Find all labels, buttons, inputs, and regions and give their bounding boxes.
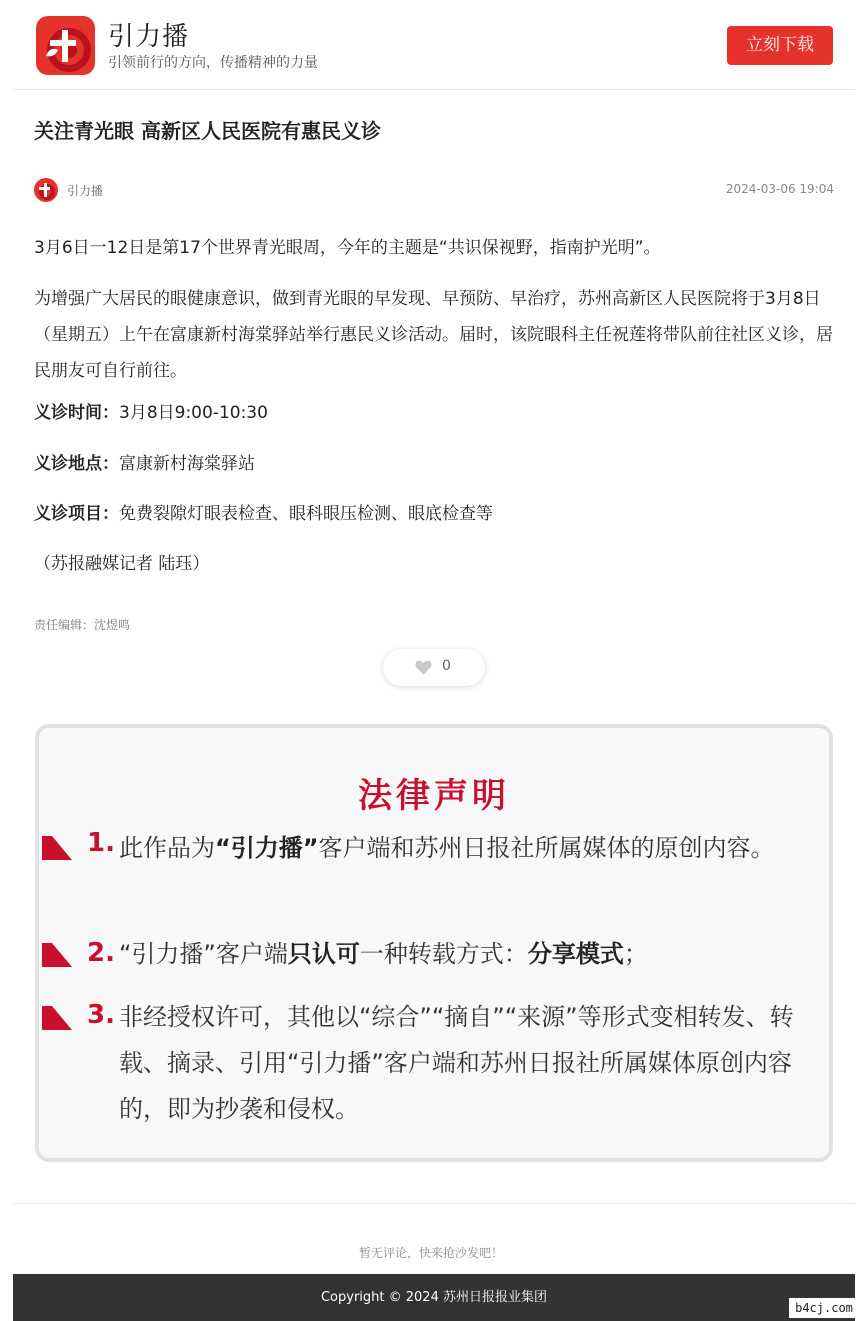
legal-item-1	[119, 825, 809, 871]
legal-item-2-text: “引力播”客户端	[119, 940, 288, 968]
publish-time: 2024-03-06 19:04	[725, 182, 834, 196]
clinic-place-value: 富康新村海棠驿站	[119, 454, 255, 474]
clinic-time-value: 3月8日9:00-10:30	[119, 403, 268, 423]
legal-item-1-text-end: 客户端和苏州日报社所属媒体的原创内容。	[318, 834, 775, 862]
clinic-time-label: 义诊时间：	[34, 403, 119, 423]
legal-item-number: 1.	[87, 828, 115, 858]
author-avatar[interactable]	[34, 178, 58, 202]
like-count: 0	[442, 658, 451, 674]
article-title: 关注青光眼 高新区人民医院有惠民义诊	[34, 119, 381, 143]
app-header	[0, 0, 862, 90]
legal-item-2-end: ；	[623, 940, 648, 968]
reporter-credit: （苏报融媒记者 陆珏）	[34, 554, 210, 574]
legal-item-1-emphasis: “引力播”	[215, 834, 319, 862]
header-divider	[13, 89, 855, 90]
brand-name: 引力播	[108, 22, 190, 52]
comments-divider	[13, 1203, 855, 1204]
legal-item-3: 非经授权许可，其他以“综合”“摘自”“来源”等形式变相转发、转载、摘录、引用“引力播”客户端和苏州日报社所属媒体原创内容的，即为抄袭和侵权。	[119, 1003, 794, 1123]
site-watermark: b4cj.com	[789, 1298, 859, 1318]
clinic-items-value: 免费裂隙灯眼表检查、眼科眼压检测、眼底检查等	[119, 504, 493, 524]
brand-slogan: 引领前行的方向，传播精神的力量	[108, 55, 318, 71]
legal-notice	[35, 724, 833, 1162]
legal-item-2-mode: 分享模式	[527, 940, 624, 968]
article-meta	[34, 177, 834, 203]
legal-item-2-emphasis: 只认可	[287, 940, 360, 968]
clinic-items	[34, 496, 834, 532]
clinic-place	[34, 446, 834, 482]
legal-title: 法律声明	[358, 776, 510, 816]
legal-item-2	[119, 931, 809, 977]
clinic-time	[34, 395, 834, 431]
author-name[interactable]: 引力播	[67, 184, 104, 198]
legal-item-number: 3.	[87, 1000, 115, 1030]
clinic-items-label: 义诊项目：	[34, 504, 119, 524]
editor-credit: 责任编辑：沈煜鸣	[34, 618, 131, 632]
article-paragraph: 为增强广大居民的眼健康意识，做到青光眼的早发现、早预防、早治疗，苏州高新区人民医院将于3月8日（星期五）上午在富康新村海棠驿站举行惠民义诊活动。届时，该院眼科主任祝莲将带队前往社区义诊，居民朋友可自行前往。	[34, 289, 833, 381]
flag-icon	[42, 943, 72, 967]
legal-item-number: 2.	[87, 938, 115, 968]
like-button[interactable]	[383, 649, 485, 686]
article-paragraph: 3月6日一12日是第17个世界青光眼周，今年的主题是“共识保视野，指南护光明”。	[34, 238, 661, 258]
flag-icon	[42, 1006, 72, 1030]
app-logo[interactable]	[36, 16, 95, 75]
legal-item-1-text: 此作品为	[119, 834, 215, 862]
heart-icon	[415, 660, 432, 675]
footer-copyright: Copyright © 2024 苏州日报报业集团	[13, 1274, 855, 1321]
clinic-place-label: 义诊地点：	[34, 454, 119, 474]
download-button[interactable]: 立刻下载	[727, 26, 833, 65]
legal-item-2-text-mid: 一种转载方式：	[359, 940, 528, 968]
empty-comments-text: 暂无评论，快来抢沙发吧！	[358, 1246, 503, 1260]
flag-icon	[42, 836, 72, 860]
